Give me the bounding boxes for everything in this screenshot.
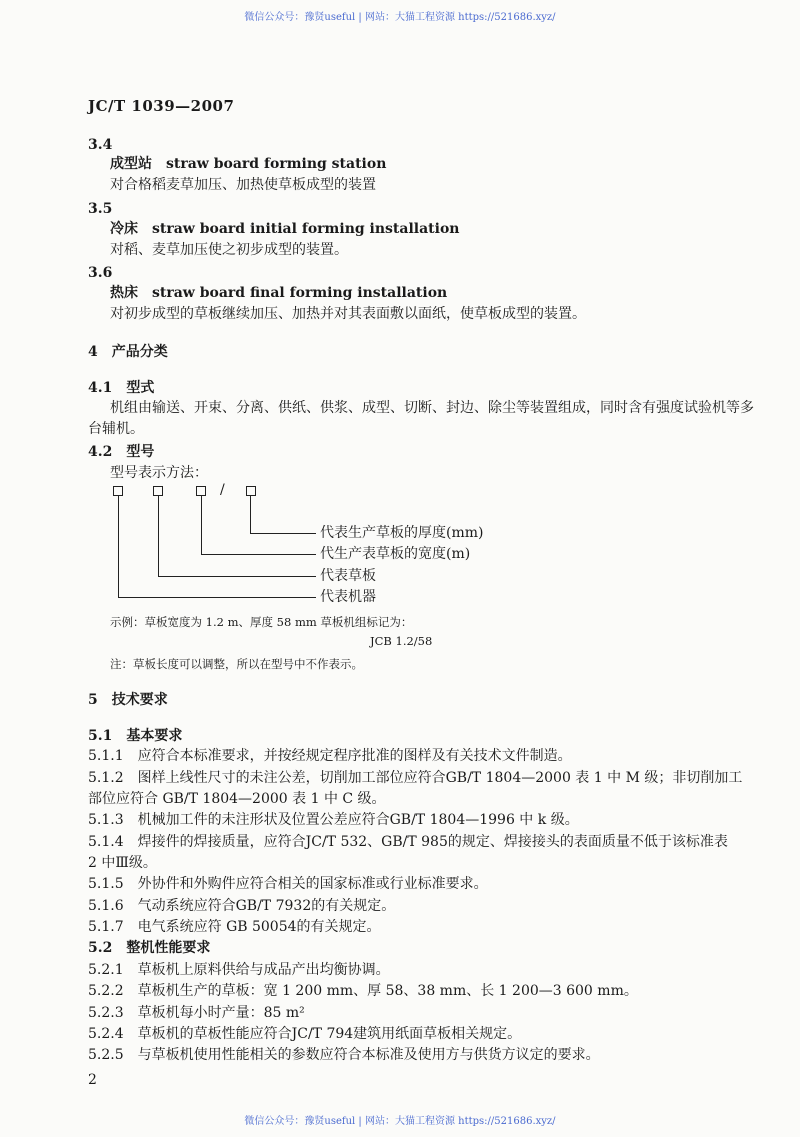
clause-5-2-1: 5.2.1 草板机上原料供给与成品产出均衡协调。 bbox=[88, 962, 390, 978]
clause-5-1-4-cont: 2 中Ⅲ级。 bbox=[88, 855, 157, 871]
clause-3-5-term: 冷床 straw board initial forming installation bbox=[110, 221, 460, 237]
clause-5-2-5: 5.2.5 与草板机使用性能相关的参数应符合本标准及使用方与供货方议定的要求。 bbox=[88, 1047, 600, 1063]
clause-5-1-7: 5.1.7 电气系统应符 GB 50054的有关规定。 bbox=[88, 919, 381, 935]
page-number: 2 bbox=[88, 1072, 97, 1088]
leader-vertical-width bbox=[201, 496, 202, 554]
example-text: 示例：草板宽度为 1.2 m、厚度 58 mm 草板机组标记为： bbox=[110, 615, 413, 629]
clause-5-1-2: 5.1.2 图样上线性尺寸的未注公差，切削加工部位应符合GB/T 1804—2000 表 1 中 M 级；非切削加工 bbox=[88, 770, 743, 786]
document-header: JC/T 1039—2007 bbox=[88, 97, 235, 115]
clause-5-1-2-cont: 部位应符合 GB/T 1804—2000 表 1 中 C 级。 bbox=[88, 791, 386, 807]
clause-3-5-definition: 对稻、麦草加压使之初步成型的装置。 bbox=[110, 242, 348, 258]
clause-4-1-line2: 台辅机。 bbox=[88, 421, 144, 437]
section-5-heading: 5 技术要求 bbox=[88, 692, 168, 708]
clause-5-2-3: 5.2.3 草板机每小时产量：85 m² bbox=[88, 1005, 305, 1021]
clause-3-6-number: 3.6 bbox=[88, 265, 113, 281]
clause-5-1-6: 5.1.6 气动系统应符合GB/T 7932的有关规定。 bbox=[88, 898, 396, 914]
clause-5-1-3: 5.1.3 机械加工件的未注形状及位置公差应符合GB/T 1804—1996 中 k 级。 bbox=[88, 812, 579, 828]
watermark-bottom: 微信公众号：豫贤useful | 网站：大猫工程资源 https://521686.xyz/ bbox=[244, 1116, 556, 1127]
label-width: 代生产表草板的宽度(m) bbox=[320, 546, 471, 562]
clause-5-1-1: 5.1.1 应符合本标准要求，并按经规定程序批准的图样及有关技术文件制造。 bbox=[88, 748, 572, 764]
clause-5-1-heading: 5.1 基本要求 bbox=[88, 728, 183, 744]
label-board: 代表草板 bbox=[320, 568, 376, 584]
clause-3-4-definition: 对合格稻麦草加压、加热使草板成型的装置 bbox=[110, 177, 376, 193]
clause-3-4-term: 成型站 straw board forming station bbox=[110, 156, 387, 172]
code-box-board bbox=[153, 486, 163, 496]
watermark-top: 微信公众号：豫贤useful | 网站：大猫工程资源 https://521686.xyz/ bbox=[244, 12, 556, 23]
clause-3-4-number: 3.4 bbox=[88, 137, 113, 153]
leader-vertical-board bbox=[158, 496, 159, 576]
label-machine: 代表机器 bbox=[320, 589, 376, 605]
leader-horizontal-width bbox=[201, 554, 316, 555]
code-slash: / bbox=[220, 482, 225, 498]
code-box-machine bbox=[113, 486, 123, 496]
leader-vertical-thickness bbox=[250, 496, 251, 533]
leader-vertical-machine bbox=[118, 496, 119, 597]
clause-5-2-2: 5.2.2 草板机生产的草板：宽 1 200 mm、厚 58、38 mm、长 1 200—3 600 mm。 bbox=[88, 983, 638, 999]
clause-4-2-heading: 4.2 型号 bbox=[88, 444, 155, 460]
clause-5-1-4: 5.1.4 焊接件的焊接质量，应符合JC/T 532、GB/T 985的规定、焊接接头的表面质量不低于该标准表 bbox=[88, 834, 728, 850]
clause-3-5-number: 3.5 bbox=[88, 201, 113, 217]
clause-5-2-4: 5.2.4 草板机的草板性能应符合JC/T 794建筑用纸面草板相关规定。 bbox=[88, 1026, 522, 1042]
clause-3-6-definition: 对初步成型的草板继续加压、加热并对其表面敷以面纸，使草板成型的装置。 bbox=[110, 306, 586, 322]
clause-5-2-heading: 5.2 整机性能要求 bbox=[88, 940, 211, 956]
section-4-heading: 4 产品分类 bbox=[88, 344, 168, 360]
code-box-thickness bbox=[246, 486, 256, 496]
leader-horizontal-machine bbox=[118, 597, 316, 598]
clause-5-1-5: 5.1.5 外协件和外购件应符合相关的国家标准或行业标准要求。 bbox=[88, 876, 488, 892]
example-code: JCB 1.2/58 bbox=[370, 634, 433, 648]
leader-horizontal-board bbox=[158, 576, 316, 577]
clause-4-1-heading: 4.1 型式 bbox=[88, 380, 155, 396]
note-text: 注：草板长度可以调整，所以在型号中不作表示。 bbox=[110, 657, 363, 671]
clause-3-6-term: 热床 straw board final forming installation bbox=[110, 285, 448, 301]
clause-4-1-line1: 机组由输送、开束、分离、供纸、供浆、成型、切断、封边、除尘等装置组成，同时含有强度试验机等多 bbox=[110, 400, 754, 416]
code-box-width bbox=[196, 486, 206, 496]
clause-4-2-intro: 型号表示方法： bbox=[110, 465, 208, 481]
label-thickness: 代表生产草板的厚度(mm) bbox=[320, 525, 484, 541]
leader-horizontal-thickness bbox=[250, 533, 316, 534]
